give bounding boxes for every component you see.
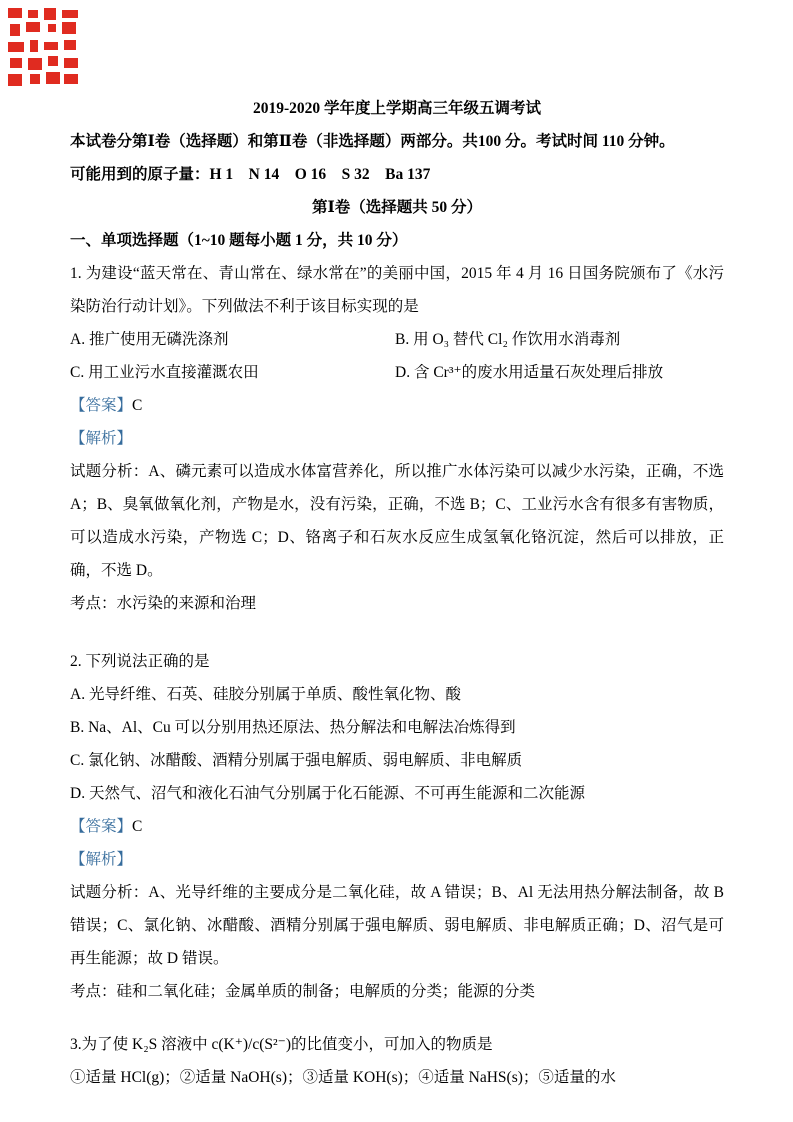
q2-option-c: C. 氯化钠、冰醋酸、酒精分别属于强电解质、弱电解质、非电解质 [70,752,523,769]
q2-answer-label: 【答案】 [70,818,133,835]
q2-option-a: A. 光导纤维、石英、硅胶分别属于单质、酸性氧化物、酸 [70,686,461,703]
q1-keypoints: 考点：水污染的来源和治理 [70,595,257,612]
spacer [70,620,724,645]
q2-analysis-label: 【解析】 [70,851,133,868]
spacer [70,1008,724,1028]
q2-option-b: B. Na、Al、Cu 可以分别用热还原法、热分解法和电解法冶炼得到 [70,719,516,736]
q2-answer-value: C [132,818,143,835]
exam-intro-line: 本试卷分第Ⅰ卷（选择题）和第Ⅱ卷（非选择题）两部分。共100 分。考试时间 110 分钟。 [70,133,675,150]
exam-title: 2019-2020 学年度上学期高三年级五调考试 [252,100,542,117]
q1-analysis-text: 试题分析：A、磷元素可以造成水体富营养化，所以推广水体污染可以减少水污染，正确，不选 A；B、臭氧做氧化剂，产物是水，没有污染，正确，不选 B；C、工业污水含有很多有害物质，可以造成水污染，产物选 C；D、铬离子和石灰水反应生成氢氧化铬沉淀，然后可以排放，正确，不选 D。 [70,463,724,579]
q1-option-a: A. 推广使用无磷洗涤剂 [70,331,229,348]
q3-options-line: ①适量 HCl(g)；②适量 NaOH(s)；③适量 KOH(s)；④适量 NaHS(s)；⑤适量的水 [70,1069,616,1086]
q2-analysis-text: 试题分析：A、光导纤维的主要成分是二氧化硅，故 A 错误；B、Al 无法用热分解法制备，故 B 错误；C、氯化钠、冰醋酸、酒精分别属于强电解质、弱电解质、非电解质正确；D、沼气是可再生能源；故 D 错误。 [70,884,724,967]
q2-stem: 2. 下列说法正确的是 [70,653,210,670]
q1-analysis-heading [70,422,724,455]
q1-answer-value: C [132,397,143,414]
q1-answer-label: 【答案】 [70,397,133,414]
q2-option-d: D. 天然气、沼气和液化石油气分别属于化石能源、不可再生能源和二次能源 [70,785,585,802]
q2-analysis-heading [70,843,724,876]
q1-stem: 1. 为建设“蓝天常在、青山常在、绿水常在”的美丽中国，2015 年 4 月 16 日国务院颁布了《水污染防治行动计划》。下列做法不利于该目标实现的是 [70,265,724,315]
q2-keypoints: 考点：硅和二氧化硅；金属单质的制备；电解质的分类；能源的分类 [70,983,536,1000]
atomic-mass-line: 可能用到的原子量：H 1 N 14 O 16 S 32 Ba 137 [70,166,431,183]
exam-content [70,92,724,1094]
q1-options-row-2 [70,356,724,389]
q1-answer-line [70,389,724,422]
section-heading: 一、单项选择题（1~10 题每小题 1 分，共 10 分） [70,232,408,249]
q1-option-b: B. 用 O₃ 替代 Cl₂ 作饮用水消毒剂 [395,331,621,348]
q2-answer-line [70,810,724,843]
volume-title: 第Ⅰ卷（选择题共 50 分） [311,199,482,216]
q1-option-c: C. 用工业污水直接灌溉农田 [70,364,259,381]
q1-options-row-1 [70,323,724,356]
q1-option-d: D. 含 Cr³⁺的废水用适量石灰处理后排放 [395,364,664,381]
q3-stem: 3.为了使 K₂S 溶液中 c(K⁺)/c(S²⁻)的比值变小，可加入的物质是 [70,1036,493,1053]
red-watermark-pattern [8,8,80,88]
q1-analysis-label: 【解析】 [70,430,133,447]
